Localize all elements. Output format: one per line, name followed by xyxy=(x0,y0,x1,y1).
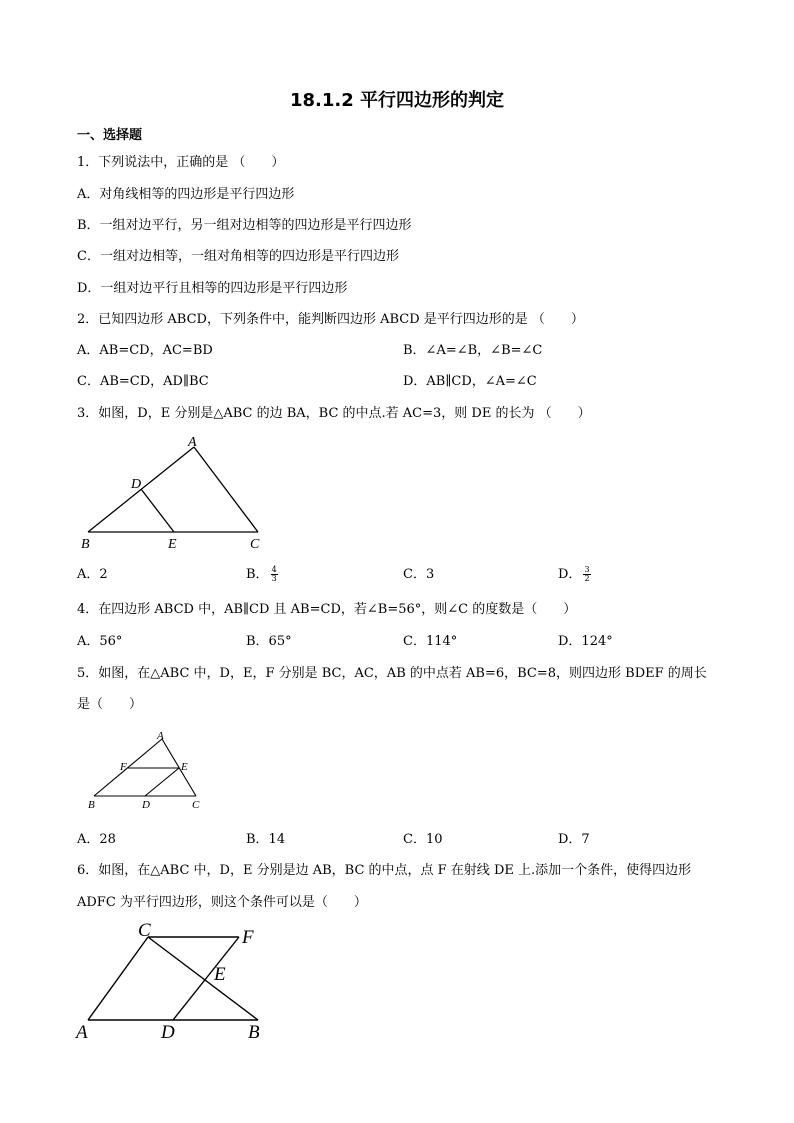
q3-option-d-prefix: D． xyxy=(558,567,582,582)
q2-option-c: C．AB=CD，AD∥BC xyxy=(77,374,209,389)
q2-option-d: D．AB∥CD，∠A=∠C xyxy=(403,374,537,389)
q4-option-c: C．114° xyxy=(403,634,458,649)
q5-segment-de xyxy=(145,768,179,796)
q6-label-c: C xyxy=(138,920,151,941)
q6-stem-line2: ADFC 为平行四边形，则这个条件可以是（ ） xyxy=(77,895,367,910)
q5-label-f: F xyxy=(120,761,127,773)
q1-option-c: C．一组对边相等，一组对角相等的四边形是平行四边形 xyxy=(77,249,399,264)
q2-option-b: B．∠A=∠B，∠B=∠C xyxy=(403,343,543,358)
q3-label-c: C xyxy=(250,537,260,552)
q3-label-a: A xyxy=(188,435,197,450)
q3-stem: 3．如图，D，E 分别是△ABC 的边 BA，BC 的中点.若 AC=3，则 DE 的长为 （ ） xyxy=(77,406,591,421)
q6-label-e: E xyxy=(214,964,226,985)
q1-option-a: A．对角线相等的四边形是平行四边形 xyxy=(77,187,295,202)
q6-label-d: D xyxy=(161,1022,175,1043)
q5-triangle-figure xyxy=(84,726,214,816)
q3-side-ac xyxy=(194,447,258,532)
q5-option-c: C．10 xyxy=(403,832,443,847)
q3-label-b: B xyxy=(81,537,90,552)
q6-triangle-figure xyxy=(72,916,282,1046)
q5-stem-line1: 5．如图，在△ABC 中，D，E，F 分别是 BC，AC，AB 的中点若 AB=6，BC=8，则四边形 BDEF 的周长 xyxy=(77,666,707,681)
q4-stem: 4．在四边形 ABCD 中，AB∥CD 且 AB=CD，若∠B=56°，则∠C 的度数是（ ） xyxy=(77,602,577,617)
page-title: 18.1.2 平行四边形的判定 xyxy=(289,90,505,111)
q3-option-b-fraction xyxy=(271,566,278,583)
q3-option-b-denominator: 3 xyxy=(271,574,277,583)
q1-option-b: B．一组对边平行，另一组对边相等的四边形是平行四边形 xyxy=(77,218,412,233)
q5-label-e: E xyxy=(181,761,188,773)
q3-label-d: D xyxy=(131,477,142,492)
q5-stem-line2: 是（ ） xyxy=(77,697,143,712)
section-heading: 一、选择题 xyxy=(77,128,143,143)
q6-label-a: A xyxy=(76,1022,88,1043)
q3-option-b-prefix: B． xyxy=(246,567,269,582)
q3-option-d xyxy=(558,566,591,584)
q5-option-b: B．14 xyxy=(246,832,286,847)
q3-option-d-fraction xyxy=(583,566,590,583)
q3-option-d-denominator: 2 xyxy=(584,574,590,583)
q3-segment-de xyxy=(141,489,174,532)
q6-stem-line1: 6．如图，在△ABC 中，D，E 分别是边 AB，BC 的中点，点 F 在射线 DE 上.添加一个条件，使得四边形 xyxy=(77,863,692,878)
q3-label-e: E xyxy=(168,537,177,552)
q3-option-a: A．2 xyxy=(77,567,108,582)
q6-label-f: F xyxy=(242,927,254,948)
q4-option-a: A．56° xyxy=(77,634,123,649)
q2-stem: 2．已知四边形 ABCD，下列条件中，能判断四边形 ABCD 是平行四边形的是 （ ） xyxy=(77,312,584,327)
q1-option-d: D．一组对边平行且相等的四边形是平行四边形 xyxy=(77,281,348,296)
q6-segment-df xyxy=(173,937,239,1020)
q1-stem: 1．下列说法中，正确的是 （ ） xyxy=(77,155,285,170)
q6-side-ac xyxy=(88,937,148,1020)
q3-option-d-numerator: 3 xyxy=(584,565,590,574)
q6-side-cb xyxy=(148,937,258,1020)
q5-label-b: B xyxy=(88,799,95,811)
q4-option-d: D．124° xyxy=(558,634,613,649)
q4-option-b: B．65° xyxy=(246,634,292,649)
q6-label-b: B xyxy=(248,1022,260,1043)
q5-option-a: A．28 xyxy=(77,832,116,847)
q5-option-d: D．7 xyxy=(558,832,590,847)
q5-label-d: D xyxy=(142,799,150,811)
q3-option-b xyxy=(246,566,278,584)
q5-label-a: A xyxy=(157,730,164,742)
q5-label-c: C xyxy=(192,799,200,811)
q3-triangle-figure xyxy=(78,430,278,555)
q2-option-a: A．AB=CD，AC=BD xyxy=(77,343,213,358)
q3-option-b-numerator: 4 xyxy=(271,565,277,574)
q3-option-c: C．3 xyxy=(403,567,435,582)
